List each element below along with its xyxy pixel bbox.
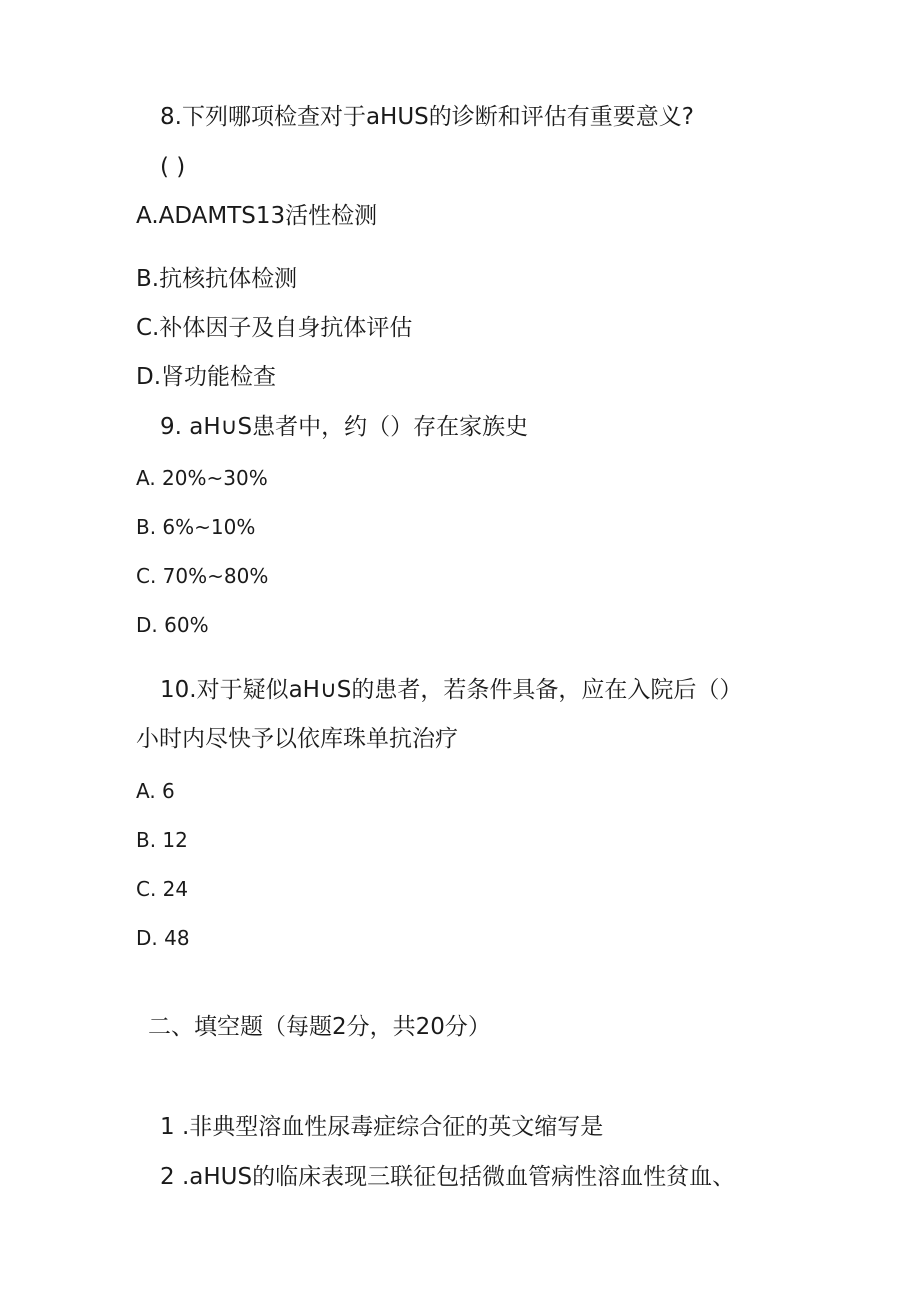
q9-option-d: D. 60% xyxy=(136,613,209,637)
q8-stem: 8.下列哪项检查对于aHUS的诊断和评估有重要意义? xyxy=(160,104,694,130)
q10-stem-line2: 小时内尽快予以依库珠单抗治疗 xyxy=(136,726,458,752)
q8-option-b: B.抗核抗体检测 xyxy=(136,266,298,292)
q10-option-d: D. 48 xyxy=(136,926,190,950)
fill-item-1: 1 .非典型溶血性尿毒症综合征的英文缩写是 xyxy=(160,1114,604,1140)
q10-option-a: A. 6 xyxy=(136,779,175,803)
q8-option-d: D.肾功能检查 xyxy=(136,364,277,390)
q10-option-c: C. 24 xyxy=(136,877,189,901)
q8-option-c: C.补体因子及自身抗体评估 xyxy=(136,315,413,341)
q9-option-b: B. 6%~10% xyxy=(136,515,256,539)
q9-option-a: A. 20%~30% xyxy=(136,466,268,490)
q10-stem-line1: 10.对于疑似aH∪S的患者，若条件具备，应在入院后（） xyxy=(160,677,743,703)
q9-option-c: C. 70%~80% xyxy=(136,564,269,588)
q10-option-b: B. 12 xyxy=(136,828,188,852)
q8-blank: ( ) xyxy=(160,154,186,180)
fill-item-2: 2 .aHUS的临床表现三联征包括微血管病性溶血性贫血、 xyxy=(160,1164,736,1190)
q8-option-a: A.ADAMTS13活性检测 xyxy=(136,203,378,229)
section-heading: 二、填空题（每题2分，共20分） xyxy=(148,1014,491,1040)
q9-stem: 9. aH∪S患者中，约（）存在家族史 xyxy=(160,414,529,440)
